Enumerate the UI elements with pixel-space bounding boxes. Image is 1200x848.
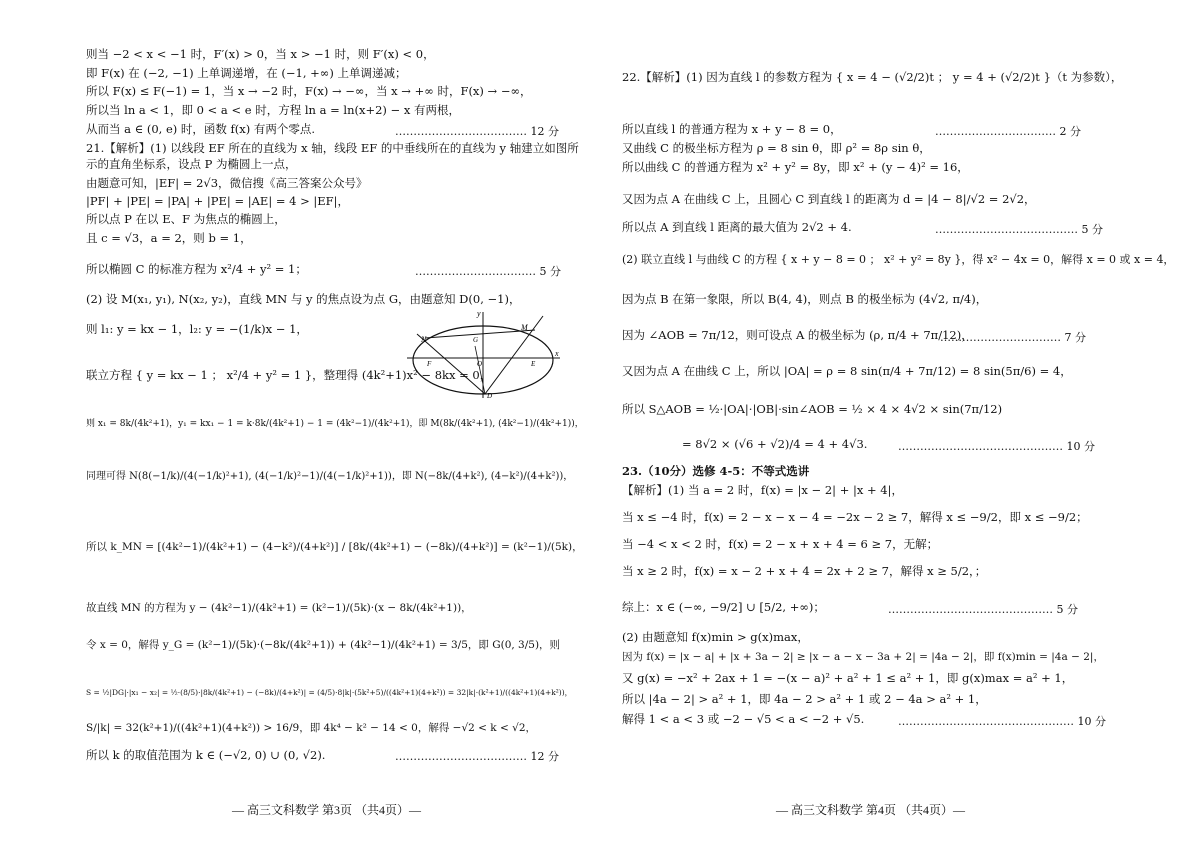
line-l1 [485,316,543,394]
text-line: 所以当 ln a < 1，即 0 < a < e 时，方程 ln a = ln(x+2) − x 有两根， [86,103,460,117]
score-mark: ……………………………… 12 分 [395,750,559,763]
text-line: 【解析】(1) 当 a = 2 时，f(x) = |x − 2| + |x + 4|， [622,483,903,497]
text-line: 解得 1 < a < 3 或 −2 − √5 < a < −2 + √5. [622,712,865,726]
text-line: |PF| + |PE| = |PA| + |PE| = |AE| = 4 > |EF|， [86,194,350,208]
text-line: (2) 由题意知 f(x)min > g(x)max， [622,630,809,644]
text-line: 所以 F(x) ≤ F(−1) = 1，当 x → −2 时，F(x) → −∞，当 x → +∞ 时，F(x) → −∞， [86,84,532,98]
text-line: 示的直角坐标系，设点 P 为椭圆上一点， [86,157,297,171]
page-footer: — 高三文科数学 第3页 （共4页）— [232,803,422,817]
text-line: 当 x ≤ −4 时，f(x) = 2 − x − x − 4 = −2x − 2 ≥ 7，解得 x ≤ −9/2，即 x ≤ −9/2； [622,510,1088,524]
text-line: 因为 ∠AOB = 7π/12，则可设点 A 的极坐标为 (ρ, π/4 + 7π/12)， [622,328,973,342]
text-line: 由题意可知，|EF| = 2√3，微信搜《高三答案公众号》 [86,176,368,190]
text-line: 因为点 B 在第一象限，所以 B(4, 4)，则点 B 的极坐标为 (4√2, π/4)， [622,292,988,306]
text-line: 所以 S△AOB = ½·|OA|·|OB|·sin∠AOB = ½ × 4 × 4√2 × sin(7π/12) [622,402,1003,416]
question-23-heading: 23.（10分）选修 4-5：不等式选讲 [622,464,810,478]
text-line: 又因为点 A 在曲线 C 上，所以 |OA| = ρ = 8 sin(π/4 + 7π/12) = 8 sin(5π/6) = 4， [622,364,1072,378]
text-line: 当 −4 < x < 2 时，f(x) = 2 − x + x + 4 = 6 ≥ 7，无解； [622,537,939,551]
score-mark: ……………………………………… 5 分 [888,603,1078,616]
score-mark: ……………………………… 12 分 [395,125,559,138]
text-line: 综上：x ∈ (−∞, −9/2] ∪ [5/2, +∞)； [622,600,825,614]
text-line: 所以 k_MN = [(4k²−1)/(4k²+1) − (4−k²)/(4+k²)] / [8k/(4k²+1) − (−8k)/(4+k²)] = (k²−1)/(5k)， [86,541,583,553]
text-line: 从而当 a ∈ (0, e) 时，函数 f(x) 有两个零点. [86,122,316,136]
text-line: (2) 联立直线 l 与曲线 C 的方程 { x + y − 8 = 0 ； x² + y² = 8y }，得 x² − 4x = 0，解得 x = 0 或 x = 4， [622,253,1175,266]
text-line: 所以直线 l 的普通方程为 x + y − 8 = 0， [622,122,842,136]
score-mark: ………………………………… 5 分 [935,223,1103,236]
text-line: 所以 |4a − 2| > a² + 1，即 4a − 2 > a² + 1 或 2 − 4a > a² + 1， [622,692,987,706]
text-line: 因为 f(x) = |x − a| + |x + 3a − 2| ≥ |x − a − x − 3a + 2| = |4a − 2|，即 f(x)min = |4a − 2|， [622,651,1104,663]
text-line: (2) 设 M(x₁, y₁), N(x₂, y₂)，直线 MN 与 y 的焦点设为点 G，由题意知 D(0, −1)， [86,292,521,306]
label-x: x [555,349,559,358]
text-line: 联立方程 { y = kx − 1 ； x²/4 + y² = 1 }，整理得 (4k²+1)x² − 8kx = 0， [86,368,492,382]
label-d: D [487,392,493,400]
text-line: 同理可得 N(8(−1/k)/(4(−1/k)²+1), (4(−1/k)²−1)/(4(−1/k)²+1))，即 N(−8k/(4+k²), (4−k²)/(4+k²))， [86,471,574,482]
label-o: O [477,360,483,368]
text-line: S = ½|DG|·|x₁ − x₂| = ½·(8/5)·|8k/(4k²+1) − (−8k)/(4+k²)| = (4/5)·8|k|·(5k²+5)/((4k²+1)(4+k²)) = 32|k|·(k²+1)/((4k²+1)(4+k²))， [86,688,573,697]
question-22-heading: 22.【解析】(1) 因为直线 l 的参数方程为 { x = 4 − (√2/2)t ； y = 4 + (√2/2)t }（t 为参数）， [622,70,1123,84]
label-n: N [421,335,427,344]
label-y: y [477,309,481,318]
text-line: 所以点 P 在以 E、F 为焦点的椭圆上， [86,212,286,226]
page-footer: — 高三文科数学 第4页 （共4页）— [776,803,966,817]
text-line: 所以 k 的取值范围为 k ∈ (−√2, 0) ∪ (0, √2). [86,748,326,762]
ellipse-diagram [405,308,565,400]
text-line: = 8√2 × (√6 + √2)/4 = 4 + 4√3. [682,437,868,451]
label-m: M [521,323,528,332]
text-line: 即 F(x) 在 (−2, −1) 上单调递增，在 (−1, +∞) 上单调递减； [86,66,407,80]
text-line: 又曲线 C 的极坐标方程为 ρ = 8 sin θ，即 ρ² = 8ρ sin θ， [622,141,931,155]
text-line: 当 x ≥ 2 时，f(x) = x − 2 + x + 4 = 2x + 2 ≥ 7，解得 x ≥ 5/2，； [622,564,987,578]
score-mark: ………………………………………… 10 分 [898,715,1106,728]
text-line: 所以点 A 到直线 l 距离的最大值为 2√2 + 4. [622,220,852,234]
text-line: 则 x₁ = 8k/(4k²+1)，y₁ = kx₁ − 1 = k·8k/(4k²+1) − 1 = (4k²−1)/(4k²+1)，即 M(8k/(4k²+1), (4k²−1)/(4k²+1))， [86,419,584,429]
label-f: F [427,360,432,368]
text-line: 又 g(x) = −x² + 2ax + 1 = −(x − a)² + a² + 1 ≤ a² + 1，即 g(x)max = a² + 1， [622,671,1074,685]
text-line: 则 l₁: y = kx − 1，l₂: y = −(1/k)x − 1， [86,322,308,336]
label-g: G [473,336,479,344]
line-mn [425,330,535,338]
label-e: E [531,360,536,368]
text-line: 所以椭圆 C 的标准方程为 x²/4 + y² = 1； [86,262,307,276]
text-line: 令 x = 0，解得 y_G = (k²−1)/(5k)·(−8k/(4k²+1)) + (4k²−1)/(4k²+1) = 3/5，即 G(0, 3/5)，则 [86,639,561,651]
score-mark: …………………………… 2 分 [935,125,1081,138]
text-line: 则当 −2 < x < −1 时，F′(x) > 0，当 x > −1 时，则 F′(x) < 0， [86,47,435,61]
score-mark: ……………………………………… 10 分 [898,440,1095,453]
text-line: 又因为点 A 在曲线 C 上，且圆心 C 到直线 l 的距离为 d = |4 − 8|/√2 = 2√2， [622,192,1036,206]
question-21-heading: 21.【解析】(1) 以线段 EF 所在的直线为 x 轴，线段 EF 的中垂线所在的直线为 y 轴建立如图所 [86,141,579,155]
text-line: 故直线 MN 的方程为 y − (4k²−1)/(4k²+1) = (k²−1)/(5k)·(x − 8k/(4k²+1))， [86,602,472,614]
score-mark: …………………………… 7 分 [940,331,1086,344]
score-mark: …………………………… 5 分 [415,265,561,278]
text-line: S/|k| = 32(k²+1)/((4k²+1)(4+k²)) > 16/9，即 4k⁴ − k² − 14 < 0，解得 −√2 < k < √2， [86,722,537,734]
text-line: 所以曲线 C 的普通方程为 x² + y² = 8y，即 x² + (y − 4)² = 16， [622,160,969,174]
text-line: 且 c = √3，a = 2，则 b = 1， [86,231,252,245]
